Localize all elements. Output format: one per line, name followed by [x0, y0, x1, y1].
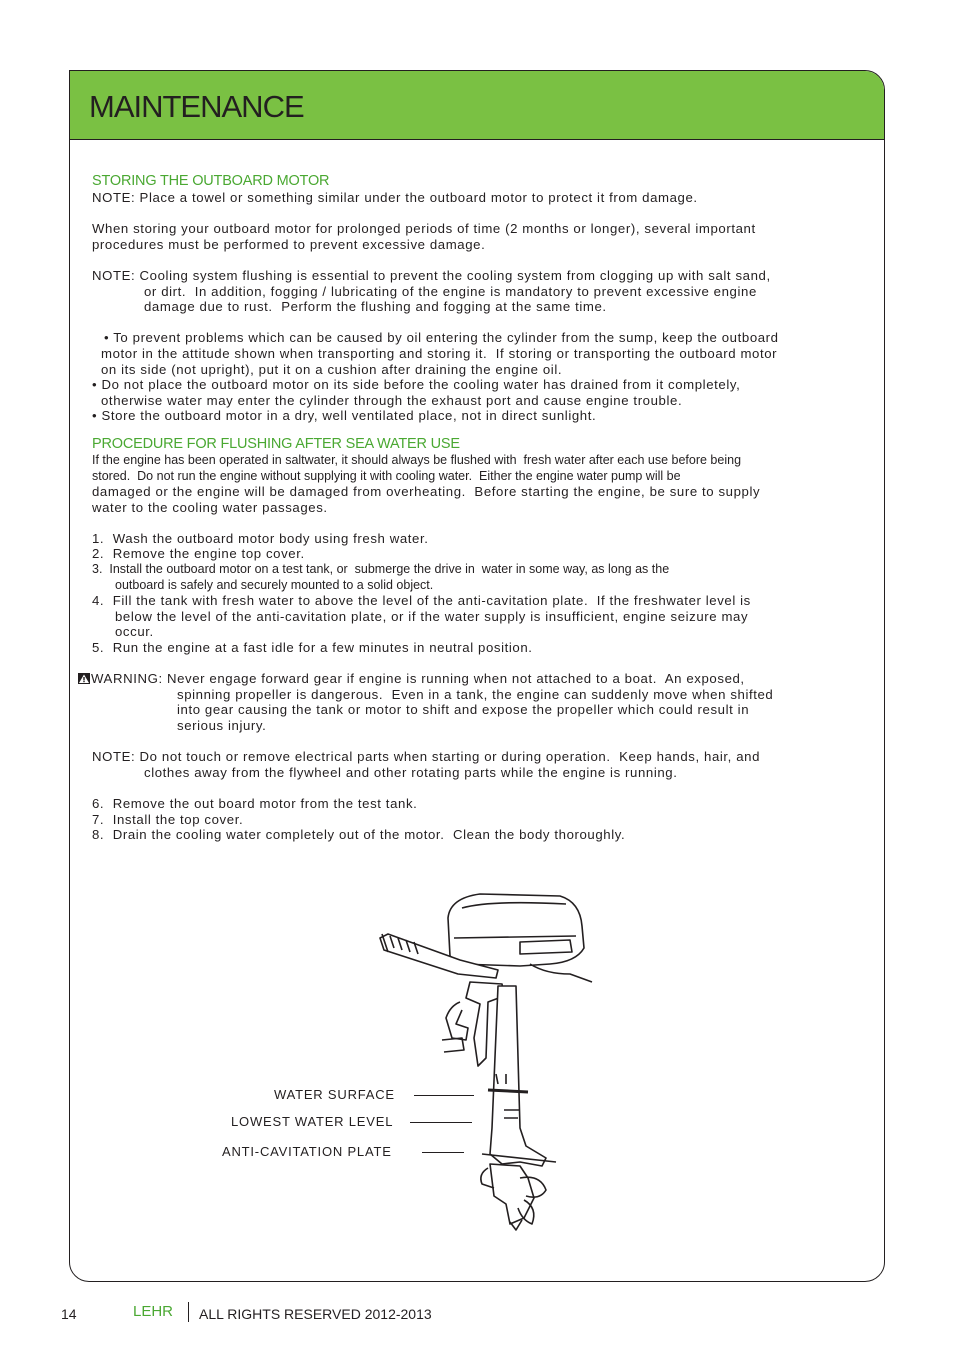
step-4-line-1: 4. Fill the tank with fresh water to above the level of the anti-cavitation plate. If the freshwater level is [92, 593, 751, 609]
section-heading-storing: STORING THE OUTBOARD MOTOR [92, 173, 330, 189]
note-electrical-2: clothes away from the flywheel and other rotating parts while the engine is running. [144, 764, 678, 780]
warning-line-4: serious injury. [177, 718, 267, 733]
step-4-line-2: below the level of the anti-cavitation plate, or if the water supply is insufficient, engine seizure may [115, 608, 749, 624]
copyright-text: ALL RIGHTS RESERVED 2012-2013 [199, 1306, 432, 1322]
flushing-intro-4: water to the cooling water passages. [92, 499, 328, 515]
leader-anti-cavitation-plate [422, 1152, 464, 1153]
step-1: 1. Wash the outboard motor body using fresh water. [92, 530, 429, 546]
warning-line-2: spinning propeller is dangerous. Even in a tank, the engine can suddenly move when shifted [177, 686, 774, 702]
footer-divider [188, 1302, 189, 1322]
label-lowest-water-level: LOWEST WATER LEVEL [231, 1114, 394, 1129]
step-3-line-1: 3. Install the outboard motor on a test tank, or submerge the drive in water in some way, as long as the [92, 562, 670, 577]
storing-para-2: procedures must be performed to prevent excessive damage. [92, 236, 486, 252]
bullet-1-line-3: on its side (not upright), put it on a cushion after draining the engine oil. [101, 361, 563, 377]
storing-para-1: When storing your outboard motor for prolonged periods of time (2 months or longer), several important [92, 221, 756, 237]
outboard-motor-illustration [370, 878, 610, 1238]
leader-lowest-water-level [410, 1122, 472, 1123]
note-flushing-3: damage due to rust. Perform the flushing and fogging at the same time. [144, 299, 607, 315]
title-banner [70, 71, 884, 140]
warning-text-1: WARNING: Never engage forward gear if engine is running when not attached to a boat. An exposed, [91, 671, 745, 687]
step-4-line-3: occur. [115, 624, 154, 640]
step-2: 2. Remove the engine top cover. [92, 546, 305, 562]
step-3-line-2: outboard is safely and securely mounted to a solid object. [115, 577, 434, 592]
bullet-3: • Store the outboard motor in a dry, well ventilated place, not in direct sunlight. [92, 408, 597, 424]
warning-line-1 [78, 671, 862, 687]
leader-water-surface [414, 1095, 474, 1096]
note-flushing-2: or dirt. In addition, fogging / lubricating of the engine is mandatory to prevent excessive engine [144, 283, 757, 299]
flushing-intro-3: damaged or the engine will be damaged from overheating. Before starting the engine, be sure to supply [92, 484, 761, 500]
label-water-surface: WATER SURFACE [274, 1087, 395, 1102]
step-7: 7. Install the top cover. [92, 811, 244, 827]
flushing-intro-1: If the engine has been operated in saltwater, it should always be flushed with fresh water after each use before being [92, 452, 742, 467]
note-flushing-1: NOTE: Cooling system flushing is essential to prevent the cooling system from clogging up with salt sand, [92, 267, 771, 283]
page-title: MAINTENANCE [89, 89, 304, 124]
warning-triangle-icon [78, 673, 90, 684]
note-electrical-1: NOTE: Do not touch or remove electrical parts when starting or during operation. Keep hands, hair, and [92, 749, 761, 765]
warning-line-3: into gear causing the tank or motor to shift and expose the propeller which could result in [177, 702, 750, 718]
label-anti-cavitation-plate: ANTI-CAVITATION PLATE [222, 1144, 392, 1159]
note-towel: NOTE: Place a towel or something similar under the outboard motor to protect it from damage. [92, 190, 698, 205]
step-8: 8. Drain the cooling water completely out of the motor. Clean the body thoroughly. [92, 827, 626, 843]
bullet-2-line-1: • Do not place the outboard motor on its side before the cooling water has drained from it completely, [92, 377, 741, 393]
section-heading-flushing: PROCEDURE FOR FLUSHING AFTER SEA WATER USE [92, 435, 460, 452]
bullet-1-line-1: • To prevent problems which can be caused by oil entering the cylinder from the sump, keep the outboard [104, 330, 779, 346]
step-5: 5. Run the engine at a fast idle for a few minutes in neutral position. [92, 640, 533, 656]
flushing-intro-2: stored. Do not run the engine without supplying it with cooling water. Either the engine water pump will be [92, 468, 681, 483]
step-6: 6. Remove the out board motor from the test tank. [92, 795, 418, 811]
brand-name: LEHR [133, 1303, 174, 1320]
page-number: 14 [61, 1306, 77, 1322]
main-content [92, 172, 862, 843]
bullet-1-line-2: motor in the attitude shown when transporting and storing it. If storing or transporting the outboard motor [101, 345, 778, 361]
bullet-2-line-2: otherwise water may enter the cylinder through the exhaust port and cause engine trouble. [101, 392, 683, 408]
